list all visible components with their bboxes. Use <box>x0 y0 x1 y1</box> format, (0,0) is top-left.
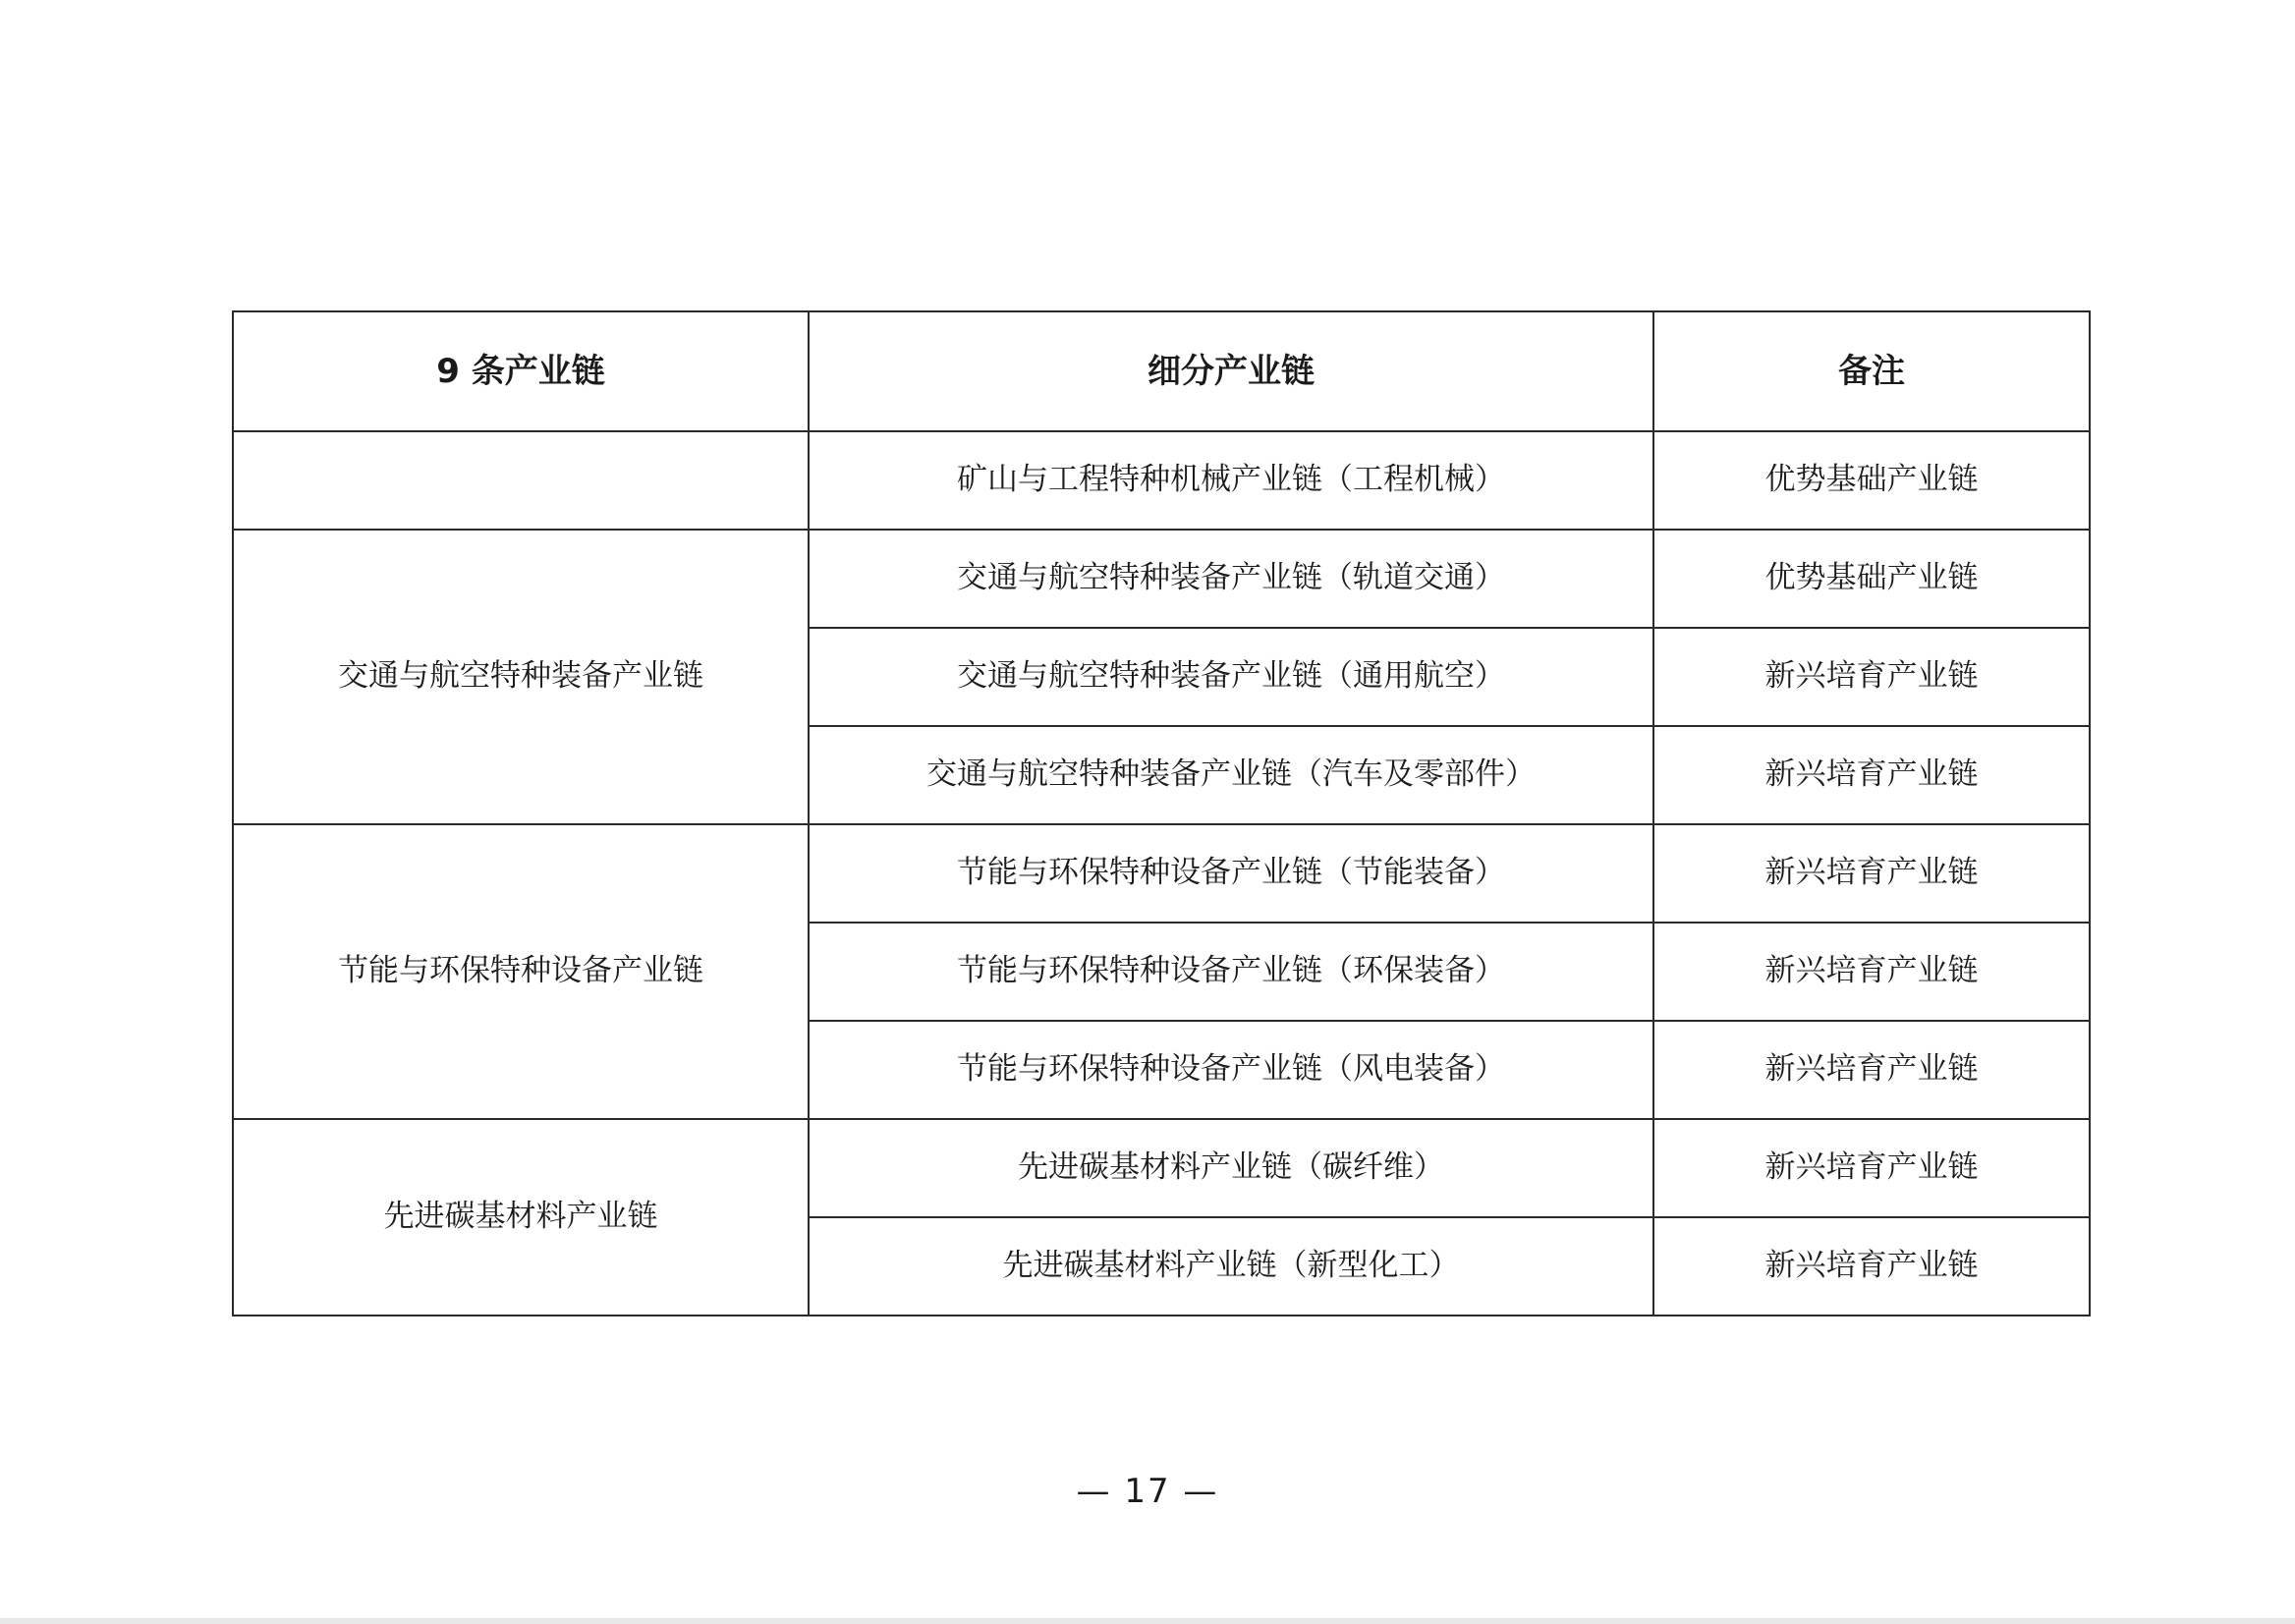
page-number: — 17 — <box>1076 1472 1219 1511</box>
main-chain-cell: 节能与环保特种设备产业链 <box>233 824 809 1119</box>
main-chain-cell <box>233 431 809 530</box>
sub-chain-cell: 交通与航空特种装备产业链（汽车及零部件） <box>809 726 1653 824</box>
note-cell: 新兴培育产业链 <box>1653 824 2090 923</box>
note-cell: 新兴培育产业链 <box>1653 1021 2090 1119</box>
sub-chain-cell: 矿山与工程特种机械产业链（工程机械） <box>809 431 1653 530</box>
table-row <box>233 1119 2090 1217</box>
note-cell: 新兴培育产业链 <box>1653 1217 2090 1316</box>
header-note: 备注 <box>1653 311 2090 431</box>
note-cell: 新兴培育产业链 <box>1653 1119 2090 1217</box>
sub-chain-cell: 先进碳基材料产业链（新型化工） <box>809 1217 1653 1316</box>
main-chain-cell: 先进碳基材料产业链 <box>233 1119 809 1316</box>
scan-edge-divider <box>0 1618 2295 1624</box>
table-row <box>233 824 2090 923</box>
note-cell: 新兴培育产业链 <box>1653 726 2090 824</box>
industry-chain-table <box>232 310 2091 1316</box>
sub-chain-cell: 节能与环保特种设备产业链（环保装备） <box>809 923 1653 1021</box>
main-chain-cell: 交通与航空特种装备产业链 <box>233 530 809 824</box>
note-cell: 新兴培育产业链 <box>1653 628 2090 726</box>
sub-chain-cell: 先进碳基材料产业链（碳纤维） <box>809 1119 1653 1217</box>
header-main-chain: 9 条产业链 <box>233 311 809 431</box>
sub-chain-cell: 节能与环保特种设备产业链（节能装备） <box>809 824 1653 923</box>
note-cell: 优势基础产业链 <box>1653 431 2090 530</box>
note-cell: 新兴培育产业链 <box>1653 923 2090 1021</box>
sub-chain-cell: 节能与环保特种设备产业链（风电装备） <box>809 1021 1653 1119</box>
header-sub-chain: 细分产业链 <box>809 311 1653 431</box>
table-row <box>233 530 2090 628</box>
table-row <box>233 431 2090 530</box>
sub-chain-cell: 交通与航空特种装备产业链（通用航空） <box>809 628 1653 726</box>
note-cell: 优势基础产业链 <box>1653 530 2090 628</box>
table-header-row <box>233 311 2090 431</box>
sub-chain-cell: 交通与航空特种装备产业链（轨道交通） <box>809 530 1653 628</box>
